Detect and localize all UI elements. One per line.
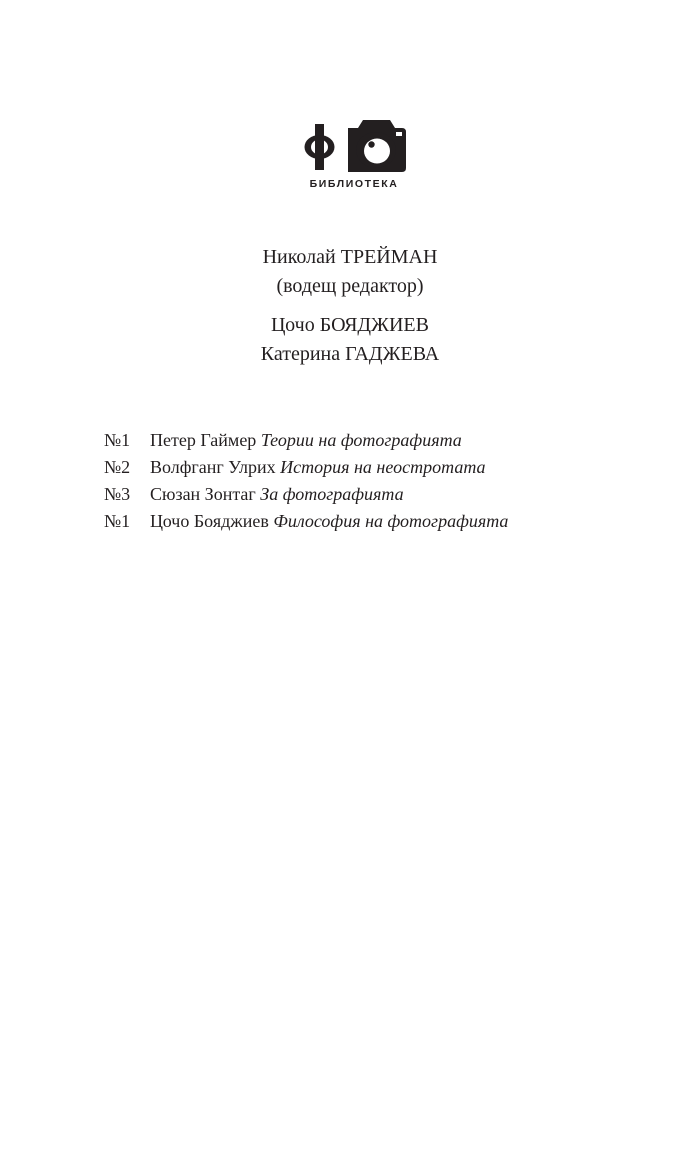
series-title: Философия на фотографията: [273, 511, 509, 531]
series-author: Цочо Бояджиев: [150, 511, 269, 531]
series-number: №1: [104, 430, 131, 450]
editor-name: Катерина ГАДЖЕВА: [260, 343, 440, 365]
logo-caption: БИБЛИОТЕКА: [309, 178, 399, 190]
series-author: Волфганг Улрих: [150, 457, 276, 477]
camera-icon: [298, 114, 410, 178]
lead-editor-role: (водещ редактор): [276, 275, 424, 297]
series-title: История на неостротата: [280, 457, 486, 477]
lead-editor-block: [0, 243, 700, 301]
editors-block: [0, 311, 700, 369]
series-author: Петер Гаймер: [150, 430, 257, 450]
library-logo: [298, 114, 410, 194]
series-item: [104, 508, 508, 535]
series-title: Теории на фотографията: [260, 430, 462, 450]
editor-name: Цочо БОЯДЖИЕВ: [271, 314, 429, 336]
series-author: Сюзан Зонтаг: [150, 484, 256, 504]
series-list: [104, 427, 508, 535]
series-number: №1: [104, 511, 131, 531]
series-item: [104, 454, 508, 481]
lead-editor-name: Николай ТРЕЙМАН: [262, 246, 438, 268]
series-item: [104, 481, 508, 508]
series-item: [104, 427, 508, 454]
series-title: За фотографията: [260, 484, 404, 504]
series-number: №3: [104, 484, 131, 504]
series-number: №2: [104, 457, 131, 477]
